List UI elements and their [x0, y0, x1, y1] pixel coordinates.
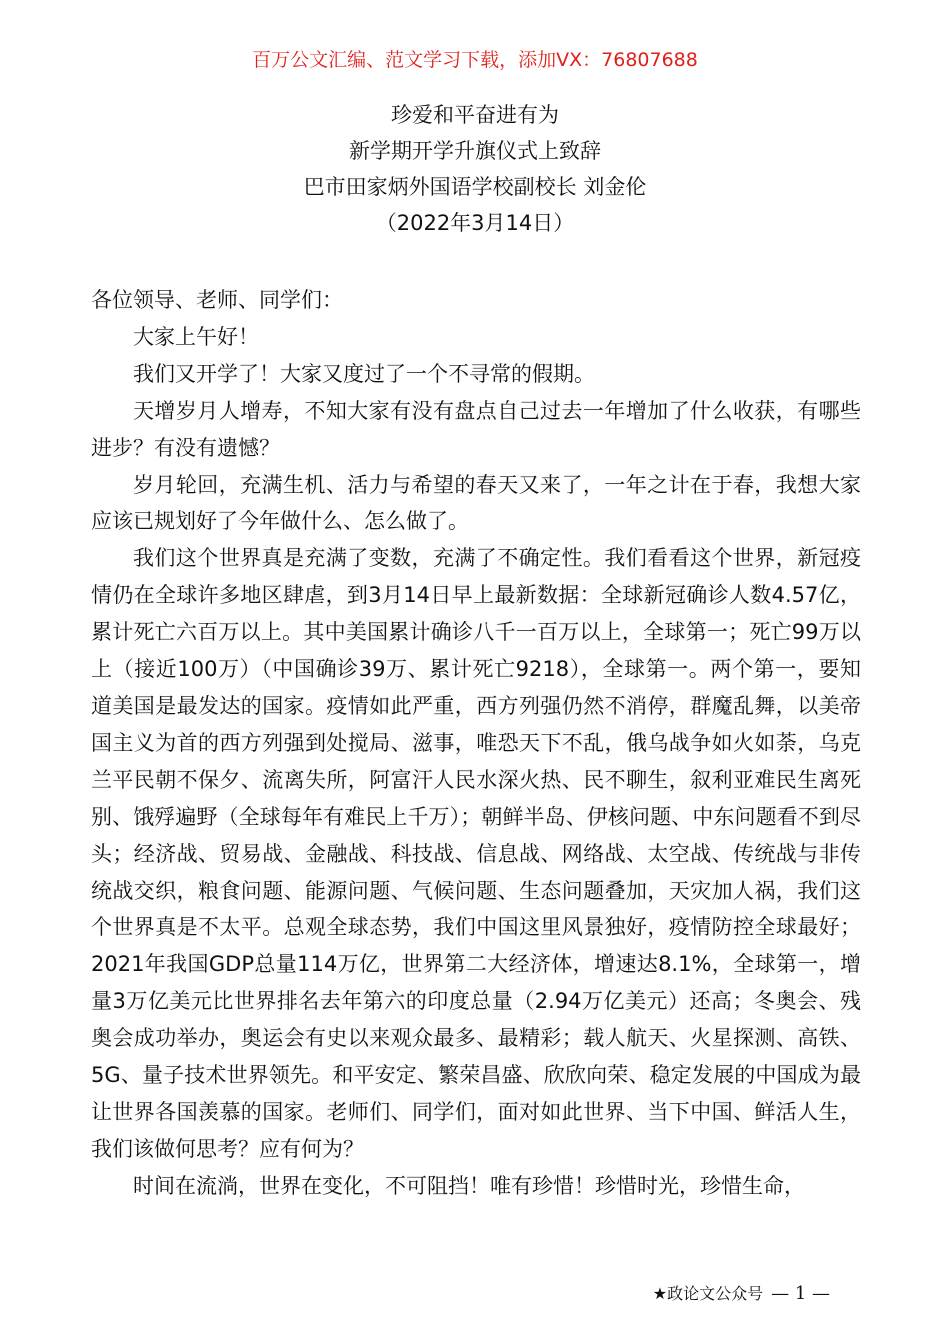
speech-subtitle: 新学期开学升旗仪式上致辞 — [349, 139, 601, 163]
page-number: — 1 — — [771, 1283, 830, 1304]
page-footer — [653, 1283, 830, 1305]
paragraph-cherish-time: 时间在流淌，世界在变化，不可阻挡！唯有珍惜！珍惜时光，珍惜生命， — [133, 1173, 805, 1198]
paragraph-spring: 岁月轮回，充满生机、活力与希望的春天又来了，一年之计在于春，我想大家应该已规划好了今年做什么、怎么做了。 — [91, 472, 861, 534]
speech-title: 珍爱和平奋进有为 — [391, 103, 559, 127]
speech-body — [91, 282, 861, 1205]
speech-date: （2022年3月14日） — [375, 211, 575, 235]
speaker-line: 巴市田家炳外国语学校副校长 刘金伦 — [303, 175, 647, 199]
salutation: 各位领导、老师、同学们： — [91, 288, 343, 312]
paragraph-reflection: 天增岁月人增寿，不知大家有没有盘点自己过去一年增加了什么收获，有哪些进步？有没有遗憾？ — [91, 398, 861, 460]
promo-banner: 百万公文汇编、范文学习下载，添加VX：76807688 — [252, 49, 698, 71]
paragraph-world-situation: 我们这个世界真是充满了变数，充满了不确定性。我们看看这个世界，新冠疫情仍在全球许多地区肆虐，到3月14日早上最新数据：全球新冠确诊人数4.57亿，累计死亡六百万以上。其中美国累计确诊八千一百万以上，全球第一；死亡99万以上（接近100万）（中国确诊39万、累计死亡9218），全球第一。两个第一，要知道美国是最发达的国家。疫情如此严重，西方列强仍然不消停，群魔乱舞，以美帝国主义为首的西方列强到处搅局、滋事，唯恐天下不乱，俄乌战争如火如荼，乌克兰平民朝不保夕、流离失所，阿富汗人民水深火热、民不聊生，叙利亚难民生离死别、饿殍遍野（全球每年有难民上千万）；朝鲜半岛、伊核问题、中东问题看不到尽头；经济战、贸易战、金融战、科技战、信息战、网络战、太空战、传统战与非传统战交织，粮食问题、能源问题、气候问题、生态问题叠加，天灾加人祸，我们这个世界真是不太平。总观全球态势，我们中国这里风景独好，疫情防控全球最好；2021年我国GDP总量114万亿，世界第二大经济体，增速达8.1%，全球第一，增量3万亿美元比世界排名去年第六的印度总量（2.94万亿美元）还高；冬奥会、残奥会成功举办，奥运会有史以来观众最多、最精彩；载人航天、火星探测、高铁、5G、量子技术世界领先。和平安定、繁荣昌盛、欣欣向荣、稳定发展的中国成为最让世界各国羡慕的国家。老师们、同学们，面对如此世界、当下中国、鲜活人生，我们该做何思考？应有何为？ — [91, 546, 861, 1161]
paragraph-greeting: 大家上午好！ — [133, 324, 259, 349]
footer-source: ★政论文公众号 — [652, 1284, 764, 1303]
paragraph-new-term: 我们又开学了！大家又度过了一个不寻常的假期。 — [133, 361, 595, 386]
title-block — [0, 97, 950, 241]
